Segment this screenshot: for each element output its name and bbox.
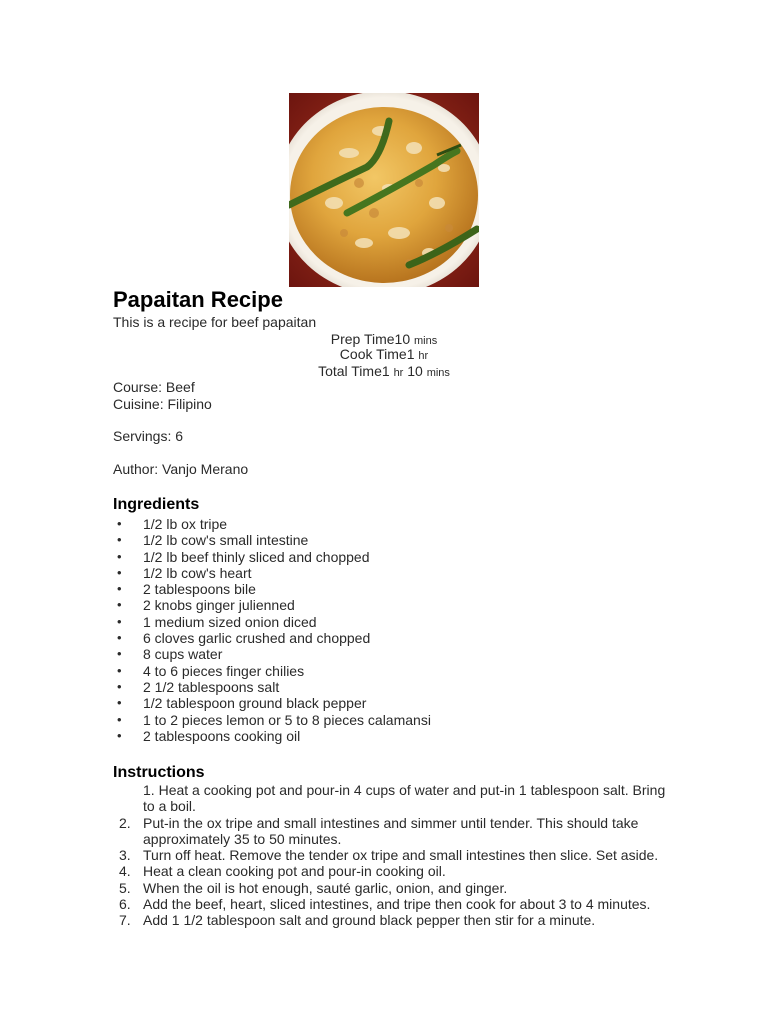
step-number: 4. [119, 863, 131, 880]
recipe-cuisine: Cuisine: Filipino [113, 396, 212, 412]
step-number: 6. [119, 896, 131, 913]
total-time-label: Total Time [318, 363, 382, 379]
ingredient-item: • 2 tablespoons bile [113, 581, 431, 597]
ingredient-item: • 2 knobs ginger julienned [113, 597, 431, 613]
instruction-step [113, 782, 673, 815]
ingredient-item: • 2 tablespoons cooking oil [113, 728, 431, 744]
recipe-author: Author: Vanjo Merano [113, 461, 249, 477]
prep-time-label: Prep Time [330, 331, 395, 347]
ingredient-item: • 1 to 2 pieces lemon or 5 to 8 pieces calamansi [113, 712, 431, 728]
recipe-servings: Servings: 6 [113, 428, 184, 444]
cook-time [113, 346, 655, 364]
ingredient-item: • 1/2 lb cow's heart [113, 565, 431, 581]
step-number: 5. [119, 879, 131, 896]
instructions-heading: Instructions [113, 764, 205, 781]
recipe-title: Papaitan Recipe [113, 287, 283, 312]
step-text: Heat a clean cooking pot and pour-in cooking oil. [143, 863, 446, 880]
step-text: Heat a cooking pot and pour-in 4 cups of water and put-in 1 tablespoon salt. Bring to a boil. [143, 782, 666, 815]
step-text: Add the beef, heart, sliced intestines, and tripe then cook for about 3 to 4 minutes. [143, 896, 651, 913]
step-number: 2. [119, 814, 131, 831]
soup-bowl-photo [289, 93, 479, 287]
total-time-minutes: 10 [407, 363, 423, 379]
total-time-hours: 1 [381, 363, 390, 379]
step-number: 7. [119, 912, 131, 929]
recipe-description: This is a recipe for beef papaitan [113, 314, 317, 330]
cook-time-value: 1 [406, 346, 415, 362]
instruction-step [113, 847, 673, 863]
recipe-course: Course: Beef [113, 379, 195, 395]
instruction-step [113, 815, 673, 848]
ingredients-list [113, 516, 431, 744]
step-number: 1. [143, 782, 155, 798]
cook-time-unit: hr [418, 350, 429, 362]
total-time-min-unit: mins [426, 367, 450, 379]
instruction-step [113, 912, 673, 928]
ingredient-item: • 1/2 lb beef thinly sliced and chopped [113, 549, 431, 565]
ingredient-item: • 1 medium sized onion diced [113, 614, 431, 630]
ingredient-item: • 1/2 lb cow's small intestine [113, 532, 431, 548]
instruction-step [113, 896, 673, 912]
prep-time-unit: mins [414, 335, 438, 347]
prep-time-value: 10 [394, 331, 411, 347]
ingredient-item: • 1/2 tablespoon ground black pepper [113, 695, 431, 711]
ingredients-heading: Ingredients [113, 496, 200, 513]
step-text: Put-in the ox tripe and small intestines and simmer until tender. This should take approximately 35 to 50 minutes. [143, 814, 639, 847]
ingredient-item: • 4 to 6 pieces finger chilies [113, 663, 431, 679]
ingredient-item: • 6 cloves garlic crushed and chopped [113, 630, 431, 646]
ingredient-item: • 8 cups water [113, 646, 431, 662]
step-text: When the oil is hot enough, sauté garlic, onion, and ginger. [143, 879, 508, 896]
total-time-hr-unit: hr [393, 367, 404, 379]
step-text: Turn off heat. Remove the tender ox tripe and small intestines then slice. Set aside. [143, 847, 659, 864]
step-text: Add 1 1/2 tablespoon salt and ground black pepper then stir for a minute. [143, 912, 596, 929]
ingredient-item: • 2 1/2 tablespoons salt [113, 679, 431, 695]
instruction-step [113, 880, 673, 896]
cook-time-label: Cook Time [339, 346, 407, 362]
step-number: 3. [119, 847, 131, 864]
ingredient-item: • 1/2 lb ox tripe [113, 516, 431, 532]
instructions-list [113, 782, 673, 929]
instruction-step [113, 863, 673, 879]
